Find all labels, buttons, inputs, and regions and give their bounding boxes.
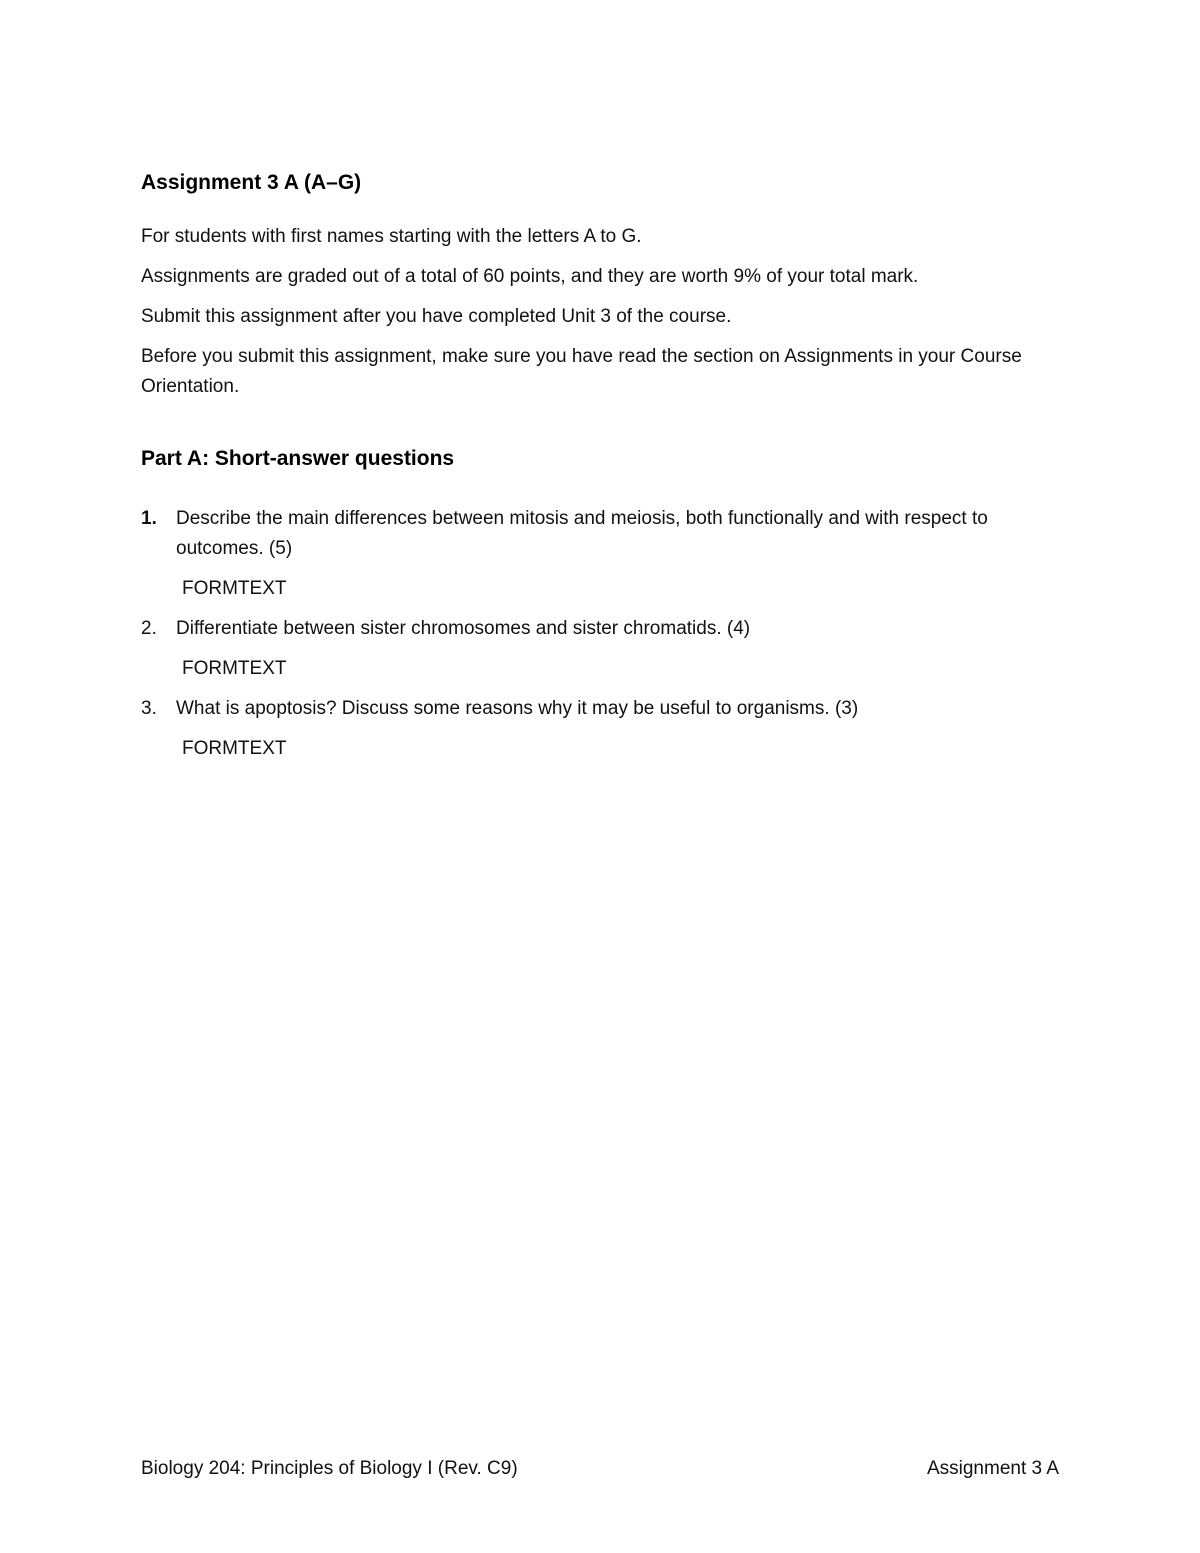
question-text: Differentiate between sister chromosomes and sister chromatids. (4) bbox=[176, 618, 751, 639]
intro-grading: Assignments are graded out of a total of 60 points, and they are worth 9% of your total mark. bbox=[141, 266, 919, 287]
question-text: Describe the main differences between mitosis and meiosis, both functionally and with respect to outcomes. (5) bbox=[176, 508, 988, 559]
question-item bbox=[141, 694, 1041, 764]
question-text: What is apoptosis? Discuss some reasons why it may be useful to organisms. (3) bbox=[176, 698, 859, 719]
question-number: 2. bbox=[141, 618, 157, 639]
page-footer bbox=[141, 1455, 1059, 1483]
document-body bbox=[141, 168, 1041, 774]
question-item bbox=[141, 614, 1041, 684]
footer-course-title: Biology 204: Principles of Biology I (Rev. C9) bbox=[141, 1458, 518, 1479]
question-number: 1. bbox=[141, 508, 157, 529]
intro-eligibility: For students with first names starting with the letters A to G. bbox=[141, 226, 642, 247]
answer-form-field[interactable]: FORMTEXT bbox=[182, 658, 287, 679]
question-item bbox=[141, 504, 1041, 604]
intro-orientation-note: Before you submit this assignment, make sure you have read the section on Assignments in your Course Orientation. bbox=[141, 346, 1022, 397]
footer-assignment-label: Assignment 3 A bbox=[926, 1458, 1059, 1479]
intro-submission-timing: Submit this assignment after you have completed Unit 3 of the course. bbox=[141, 306, 732, 327]
question-list bbox=[141, 504, 1041, 764]
question-number: 3. bbox=[141, 698, 157, 719]
answer-form-field[interactable]: FORMTEXT bbox=[182, 578, 287, 599]
part-a-heading: Part A: Short-answer questions bbox=[141, 447, 455, 470]
assignment-title: Assignment 3 A (A–G) bbox=[141, 171, 362, 194]
answer-form-field[interactable]: FORMTEXT bbox=[182, 738, 287, 759]
